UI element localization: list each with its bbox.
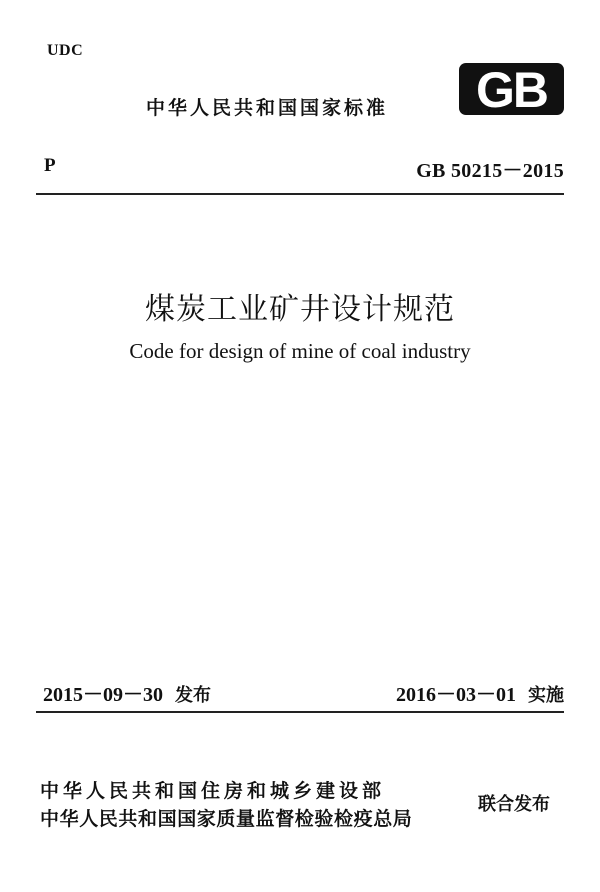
standard-number: GB 50215－2015 — [416, 160, 564, 182]
gb-logo-text: GB — [476, 62, 547, 116]
joint-issue-label: 联合发布 — [478, 794, 550, 815]
document-title-chinese: 煤炭工业矿井设计规范 — [145, 292, 455, 327]
implement-date-block — [396, 678, 564, 707]
issue-date: 2015－09－30 — [43, 684, 163, 706]
agency-housing-ministry: 中华人民共和国住房和城乡建设部 — [40, 780, 386, 802]
udc-label: UDC — [47, 42, 84, 59]
issuer-national-standard: 中华人民共和国国家标准 — [146, 97, 389, 119]
classification-code: P — [44, 155, 56, 176]
implement-label: 实施 — [528, 685, 564, 706]
gb-logo — [458, 62, 565, 116]
header-divider — [36, 193, 564, 195]
issue-label: 发布 — [175, 685, 211, 706]
footer-divider — [36, 711, 564, 713]
agency-quality-inspection: 中华人民共和国国家质量监督检验检疫总局 — [40, 808, 413, 830]
document-title-english: Code for design of mine of coal industry — [129, 339, 471, 363]
implement-date: 2016－03－01 — [396, 684, 516, 706]
issue-date-block — [43, 678, 211, 707]
